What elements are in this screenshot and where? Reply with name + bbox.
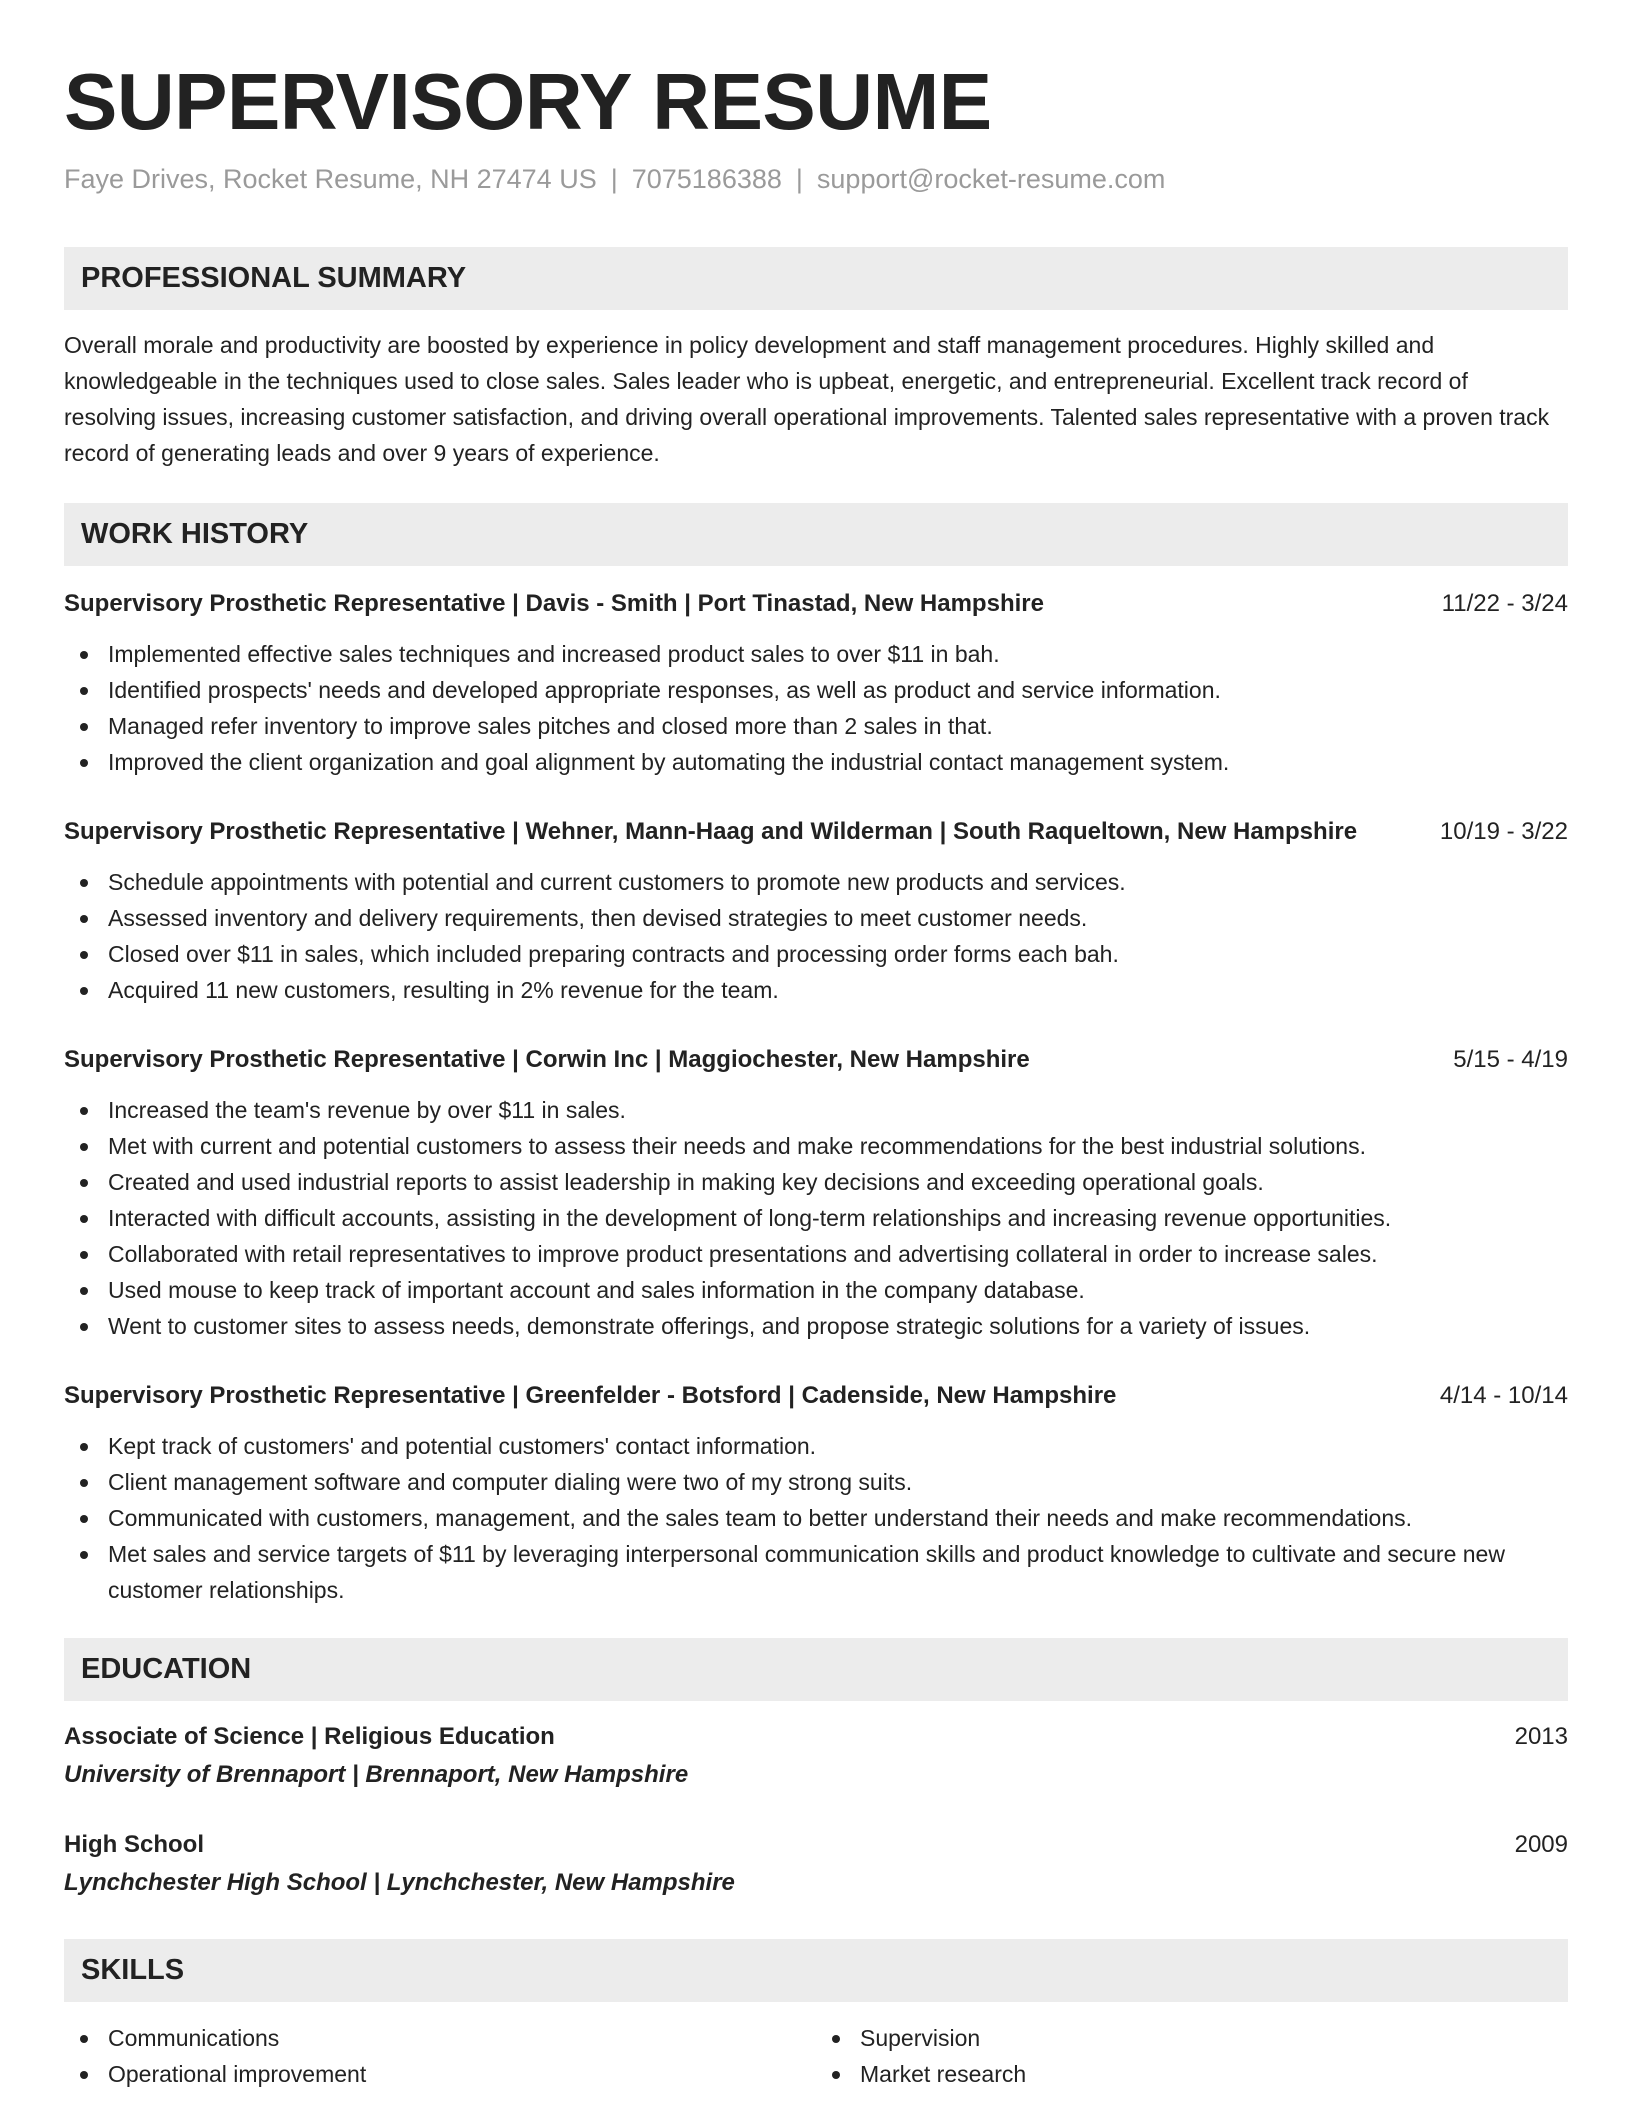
contact-separator: | (795, 164, 803, 194)
education-year: 2009 (1514, 1831, 1568, 1859)
job-bullet: Closed over $11 in sales, which included preparing contracts and processing order forms each bah. (64, 936, 1568, 972)
job-entry (64, 588, 1568, 780)
contact-phone: 7075186388 (631, 164, 782, 194)
job-entry (64, 816, 1568, 1008)
resume-title: SUPERVISORY RESUME (64, 57, 992, 146)
job-bullet: Collaborated with retail representatives to improve product presentations and advertising collateral in order to increase sales. (64, 1236, 1568, 1272)
education-school: University of Brennaport | Brennaport, New Hampshire (64, 1761, 689, 1789)
job-bullet: Used mouse to keep track of important account and sales information in the company database. (64, 1272, 1568, 1308)
contact-line (64, 162, 1568, 197)
job-dates: 10/19 - 3/22 (1439, 818, 1568, 846)
education-degree: High School (64, 1831, 204, 1859)
job-title: Supervisory Prosthetic Representative | Davis - Smith | Port Tinastad, New Hampshire (64, 590, 1044, 618)
education-header (64, 1829, 1568, 1861)
job-title: Supervisory Prosthetic Representative | Corwin Inc | Maggiochester, New Hampshire (64, 1046, 1030, 1074)
section-header-work-history: WORK HISTORY (64, 503, 1568, 566)
job-bullet: Managed refer inventory to improve sales pitches and closed more than 2 sales in that. (64, 708, 1568, 744)
job-bullet: Communicated with customers, management, and the sales team to better understand their needs and make recommendations. (64, 1500, 1568, 1536)
skill-item: Communications (64, 2020, 816, 2056)
education-year: 2013 (1514, 1723, 1568, 1751)
section-header-summary: PROFESSIONAL SUMMARY (64, 247, 1568, 310)
job-bullet: Went to customer sites to assess needs, demonstrate offerings, and propose strategic solutions for a variety of issues. (64, 1308, 1568, 1344)
job-header (64, 1380, 1568, 1412)
job-bullets (64, 864, 1568, 1008)
skills-grid (64, 2020, 1568, 2092)
job-title: Supervisory Prosthetic Representative | Wehner, Mann-Haag and Wilderman | South Raqueltown, New Hampshire (64, 818, 1358, 846)
job-bullet: Acquired 11 new customers, resulting in 2% revenue for the team. (64, 972, 1568, 1008)
job-bullet: Implemented effective sales techniques and increased product sales to over $11 in bah. (64, 636, 1568, 672)
job-entry (64, 1380, 1568, 1608)
job-header (64, 816, 1568, 848)
job-bullet: Met with current and potential customers to assess their needs and make recommendations for the best industrial solutions. (64, 1128, 1568, 1164)
job-bullet: Interacted with difficult accounts, assisting in the development of long-term relationships and increasing revenue opportunities. (64, 1200, 1568, 1236)
skills-column-right (816, 2020, 1568, 2092)
contact-separator: | (610, 164, 618, 194)
job-entry (64, 1044, 1568, 1344)
job-header (64, 588, 1568, 620)
job-dates: 11/22 - 3/24 (1441, 590, 1568, 618)
job-bullet: Kept track of customers' and potential customers' contact information. (64, 1428, 1568, 1464)
education-degree: Associate of Science | Religious Education (64, 1723, 555, 1751)
job-bullet: Improved the client organization and goal alignment by automating the industrial contact management system. (64, 744, 1568, 780)
section-header-education: EDUCATION (64, 1638, 1568, 1701)
education-entry (64, 1829, 1568, 1899)
job-bullets (64, 636, 1568, 780)
job-bullets (64, 1092, 1568, 1344)
job-bullet: Schedule appointments with potential and current customers to promote new products and services. (64, 864, 1568, 900)
contact-address: Faye Drives, Rocket Resume, NH 27474 US (64, 164, 597, 194)
summary-text: Overall morale and productivity are boosted by experience in policy development and staff management procedures. Highly skilled and knowledgeable in the techniques used to close sales. Sales leader who is upbeat, energetic, and entrepreneurial. Excellent track record of resolving issues, increasing customer satisfaction, and driving overall operational improvements. Talented sales representative with a proven track record of generating leads and over 9 years of experience. (64, 332, 1550, 467)
job-dates: 4/14 - 10/14 (1439, 1382, 1568, 1410)
section-header-skills: SKILLS (64, 1939, 1568, 2002)
job-header (64, 1044, 1568, 1076)
job-bullet: Met sales and service targets of $11 by leveraging interpersonal communication skills and product knowledge to cultivate and secure new customer relationships. (64, 1536, 1568, 1608)
skill-item: Supervision (816, 2020, 1568, 2056)
job-bullet: Client management software and computer dialing were two of my strong suits. (64, 1464, 1568, 1500)
education-school: Lynchchester High School | Lynchchester, New Hampshire (64, 1869, 735, 1897)
job-bullet: Identified prospects' needs and developed appropriate responses, as well as product and service information. (64, 672, 1568, 708)
job-bullets (64, 1428, 1568, 1608)
job-bullet: Increased the team's revenue by over $11 in sales. (64, 1092, 1568, 1128)
job-bullet: Assessed inventory and delivery requirements, then devised strategies to meet customer needs. (64, 900, 1568, 936)
skill-item: Market research (816, 2056, 1568, 2092)
job-bullet: Created and used industrial reports to assist leadership in making key decisions and exceeding operational goals. (64, 1164, 1568, 1200)
contact-email: support@rocket-resume.com (816, 164, 1166, 194)
job-title: Supervisory Prosthetic Representative | Greenfelder - Botsford | Cadenside, New Hampshire (64, 1382, 1117, 1410)
education-header (64, 1721, 1568, 1753)
skill-item: Operational improvement (64, 2056, 816, 2092)
job-dates: 5/15 - 4/19 (1453, 1046, 1568, 1074)
skills-column-left (64, 2020, 816, 2092)
education-entry (64, 1721, 1568, 1791)
